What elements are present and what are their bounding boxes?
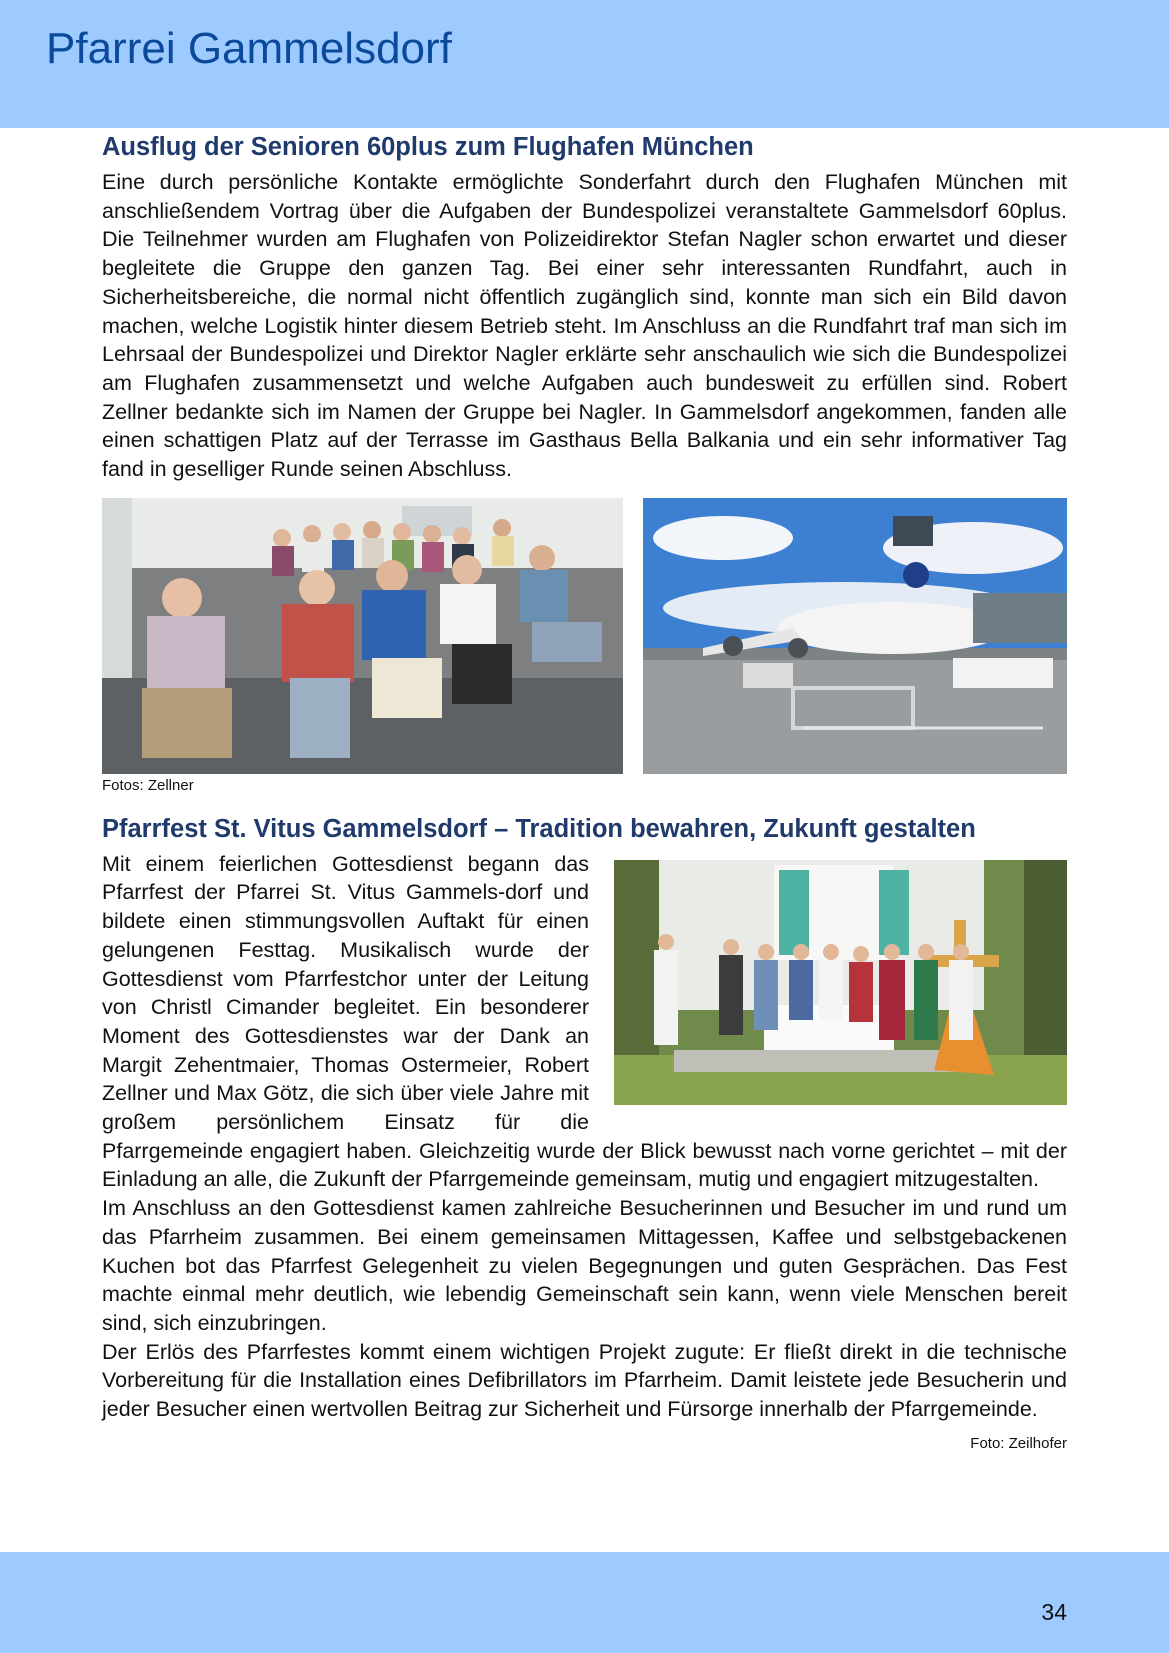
page-header (0, 0, 1169, 128)
article2-body (102, 850, 1067, 1452)
article2-text-1: Mit einem feierlichen Gottesdienst begann das Pfarrfest der Pfarrei St. Vitus Gammels-dorf und bildete einen stimmungsvollen Auftakt für einen gelungenen Festtag. Musikalisch wurde der Gottesdienst vom Pfarrfestchor unter der Leitung von Christl Cimander begleitet. Ein besonderer Moment des Gottesdienstes war der Dank an Margit Zehentmaier, Thomas Ostermeier, Robert Zellner und Max Götz, die sich über viele Jahre mit großem persönlichem Einsatz für die Pfarrgemeinde engagiert haben. Gleichzeitig wurde der Blick bewusst nach vorne gerichtet – mit der Einladung an alle, die Zukunft der Pfarrgemeinde gemeinsam, mutig und engagiert mitzugestalten. (102, 851, 1067, 1192)
article1-photo-caption: Fotos: Zellner (102, 776, 194, 794)
page-number: 34 (1041, 1599, 1067, 1625)
article2-text-3-wrap (102, 1338, 1067, 1452)
article1-text: Eine durch persönliche Kontakte ermöglichte Sonderfahrt durch den Flughafen München mit anschließendem Vortrag über die Aufgaben der Bundespolizei veranstaltete Gammelsdorf 60plus. Die Teilnehmer wurden am Flughafen von Polizeidirektor Stefan Nagler schon erwartet und dieser begleitete die Gruppe den ganzen Tag. Bei einer sehr interessanten Rundfahrt, auch in Sicherheitsbereiche, die normal nicht öffentlich zugänglich sind, konnte man sich ein Bild davon machen, welche Logistik hinter diesem Betrieb steht. Im Anschluss an die Rundfahrt traf man sich im Lehrsaal der Bundespolizei und Direktor Nagler erklärte sehr anschaulich wie sich die Bundespolizei am Flughafen zusammensetzt und welche Aufgaben auch bundesweit zu erfüllen sind. Robert Zellner bedankte sich im Namen der Gruppe bei Nagler. In Gammelsdorf angekommen, fanden alle einen schattigen Platz auf der Terrasse im Gasthaus Bella Balkania und ein sehr informativer Tag fand in geselliger Runde seinen Abschluss. (102, 170, 1067, 482)
page-footer (0, 1552, 1169, 1653)
seniors-lecture-photo (102, 498, 623, 774)
header-title: Pfarrei Gammelsdorf (46, 24, 452, 73)
pfarrfest-photo (614, 860, 1067, 1105)
article2-title: Pfarrfest St. Vitus Gammelsdorf – Tradition bewahren, Zukunft gestalten (102, 814, 976, 843)
article2-text-2: Im Anschluss an den Gottesdienst kamen zahlreiche Besucherinnen und Besucher im und rund um das Pfarrheim zusammen. Bei einem gemeinsamen Mittagessen, Kaffee und selbstgebackenen Kuchen bot das Pfarrfest Gelegenheit zu vielen Begegnungen und guten Gesprächen. Das Fest machte einmal mehr deutlich, wie lebendig Gemeinschaft sein kann, wenn viele Menschen bereit sind, sich einzubringen. (102, 1196, 1067, 1335)
article1-photos (102, 498, 1067, 774)
page-content (102, 130, 1067, 1459)
article2-text-3: Der Erlös des Pfarrfestes kommt einem wichtigen Projekt zugute: Er fließt direkt in die technische Vorbereitung für die Installation eines Defibrillators im Pfarrheim. Damit leistete jede Besucherin und jeder Besucher einen wertvollen Beitrag zur Sicherheit und Fürsorge innerhalb der Pfarrgemeinde. (102, 1339, 1067, 1422)
article1-title: Ausflug der Senioren 60plus zum Flughafen München (102, 133, 754, 161)
airport-apron-photo (643, 498, 1067, 774)
article2-photo-caption: Foto: Zeilhofer (970, 1434, 1067, 1452)
